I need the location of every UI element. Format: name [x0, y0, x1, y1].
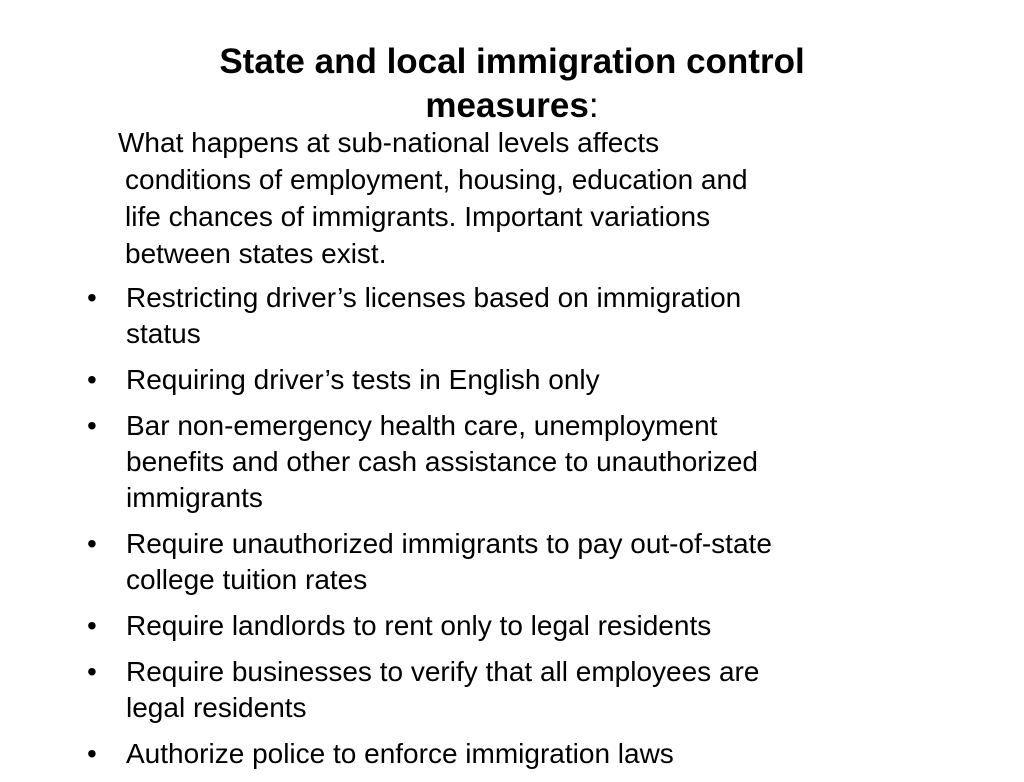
slide-title-line-2: measures [425, 86, 589, 125]
bullet-item [0, 736, 1024, 772]
slide-title-colon: : [588, 86, 599, 125]
intro-paragraph [118, 124, 918, 272]
bullet-text-line: status [126, 318, 201, 349]
bullet-dot-icon: • [87, 656, 97, 687]
intro-line: What happens at sub-national levels affects [118, 127, 660, 158]
bullet-text-line: legal residents [126, 692, 307, 723]
bullet-item [0, 280, 1024, 352]
bullet-dot-icon: • [87, 364, 97, 395]
bullet-dot-icon: • [87, 528, 97, 559]
bullet-text-line: college tuition rates [126, 564, 368, 595]
slide-title-line-1: State and local immigration control [219, 42, 805, 81]
bullet-text-line: Require businesses to verify that all employees are [126, 656, 760, 687]
bullet-item [0, 408, 1024, 516]
bullet-dot-icon: • [87, 410, 97, 441]
bullet-text-line: Require unauthorized immigrants to pay out-of-state [126, 528, 772, 559]
bullet-list [0, 280, 1024, 782]
bullet-item [0, 608, 1024, 644]
bullet-text-line: Restricting driver’s licenses based on immigration [126, 282, 742, 313]
bullet-dot-icon: • [87, 282, 97, 313]
bullet-dot-icon: • [87, 738, 97, 769]
bullet-text-line: Authorize police to enforce immigration laws [126, 738, 674, 769]
intro-line: conditions of employment, housing, education and [125, 164, 748, 195]
bullet-text-line: immigrants [126, 482, 263, 513]
intro-line: life chances of immigrants. Important variations [125, 201, 711, 232]
slide-title [0, 40, 1024, 128]
bullet-text-line: Bar non-emergency health care, unemployment [126, 410, 718, 441]
bullet-text-line: Requiring driver’s tests in English only [126, 364, 600, 395]
bullet-item [0, 654, 1024, 726]
bullet-text-line: benefits and other cash assistance to unauthorized [126, 446, 758, 477]
intro-line: between states exist. [125, 238, 387, 269]
bullet-item [0, 526, 1024, 598]
bullet-text-line: Require landlords to rent only to legal residents [126, 610, 712, 641]
bullet-item [0, 362, 1024, 398]
bullet-dot-icon: • [87, 610, 97, 641]
